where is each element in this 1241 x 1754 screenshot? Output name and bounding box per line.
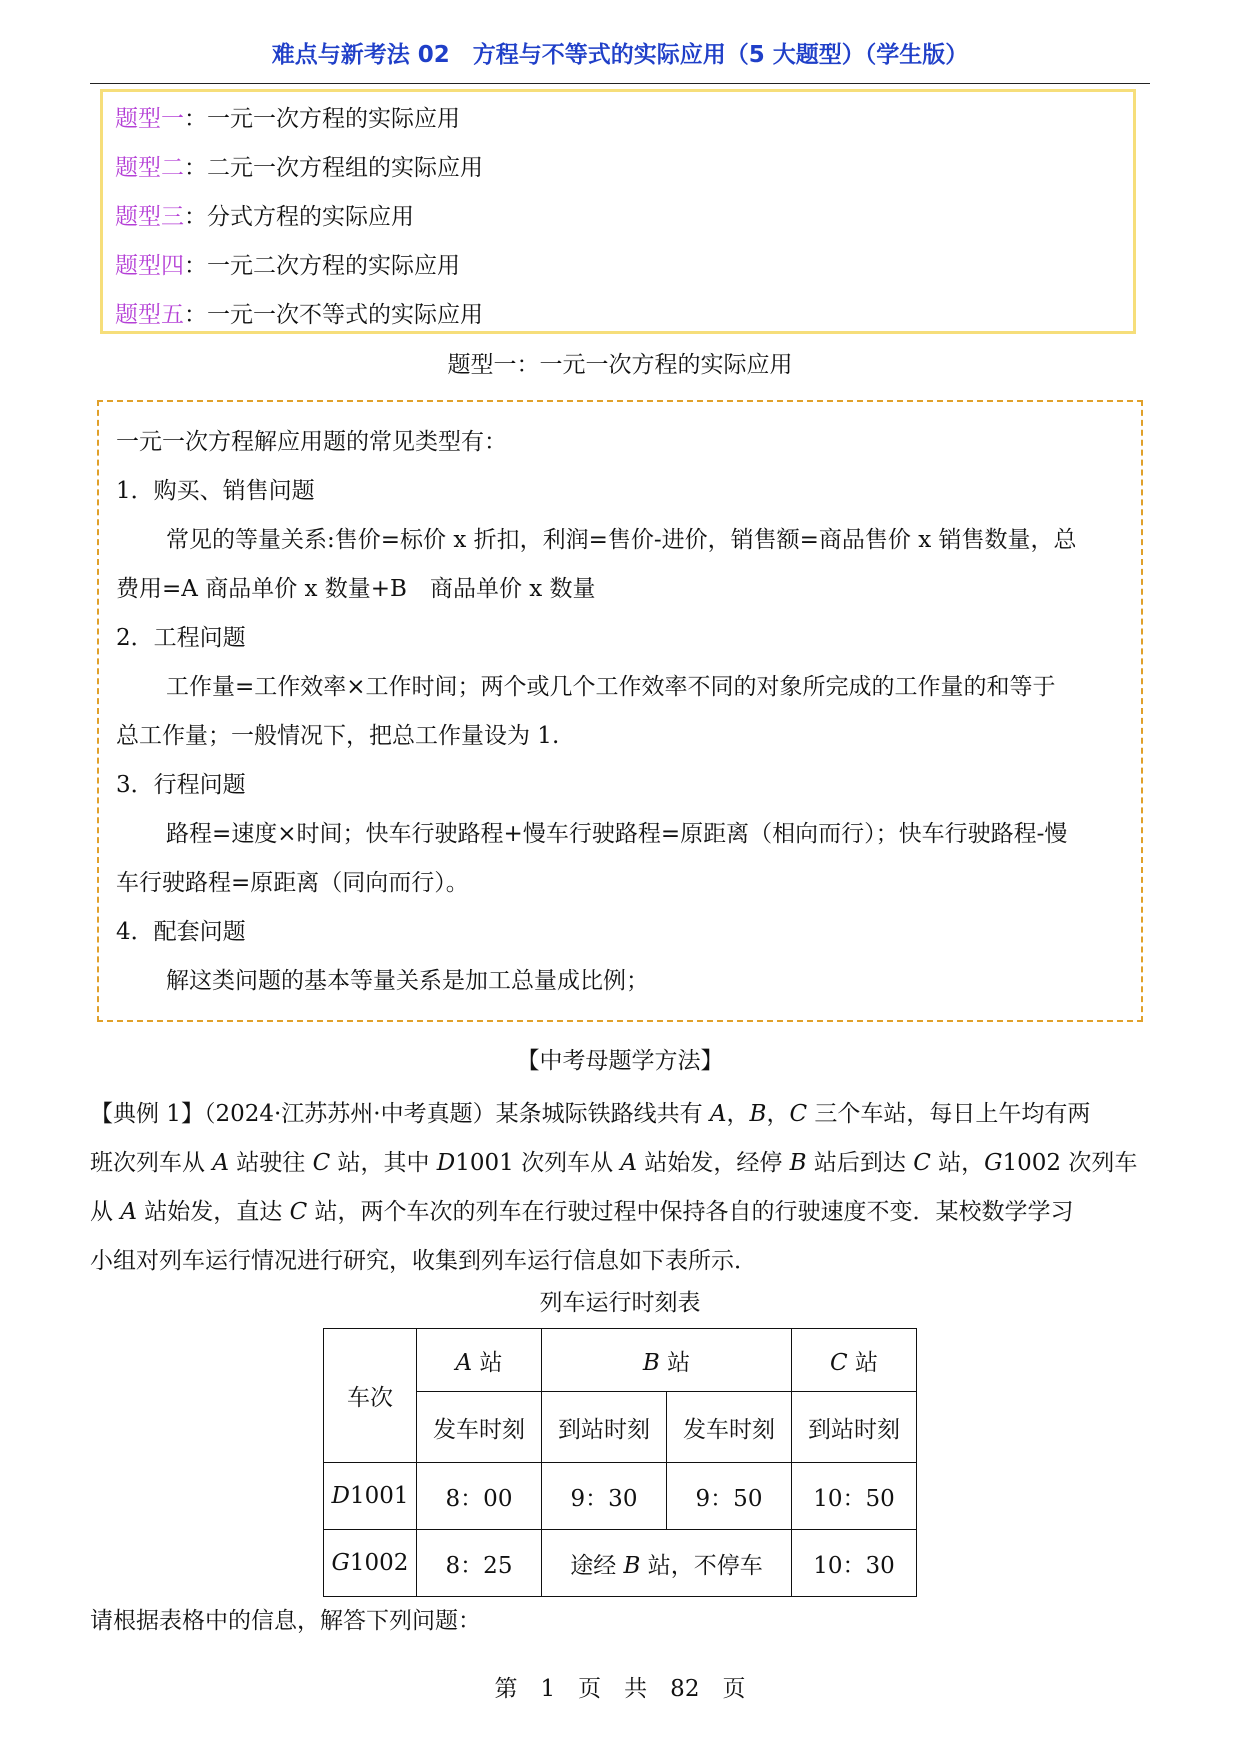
toc-label: 题型四 [115, 253, 184, 279]
train-number: 1001 [349, 1483, 409, 1509]
via-text: 途经 [570, 1552, 617, 1579]
note-paragraph: 总工作量；一般情况下，把总工作量设为 1. [116, 723, 560, 749]
punct: ， [766, 1101, 790, 1127]
station-c: C [789, 1101, 808, 1127]
example-line: 小组对列车运行情况进行研究，收集到列车运行信息如下表所示． [90, 1248, 757, 1274]
example-source: （2024·江苏苏州·中考真题）某条城际铁路线共有 [203, 1101, 703, 1127]
station-a: A [120, 1199, 137, 1225]
station-a: A [212, 1150, 229, 1176]
train-id-cell [324, 1463, 417, 1530]
note-heading-2: 2．工程问题 [116, 625, 246, 651]
question-prompt: 请根据表格中的信息，解答下列问题： [90, 1608, 481, 1634]
header-arrive: 到站时刻 [542, 1392, 667, 1463]
non-stop-cell [542, 1530, 792, 1597]
page-footer: 第 1 页 共 82 页 [494, 1676, 746, 1702]
note-heading-4: 4．配套问题 [116, 919, 246, 945]
station-letter: A [455, 1349, 473, 1376]
note-paragraph: 车行驶路程=原距离（同向而行）。 [116, 870, 469, 896]
station-c: C [913, 1150, 931, 1176]
station-letter: C [830, 1349, 848, 1376]
note-heading-3: 3．行程问题 [116, 772, 246, 798]
example-text: 班次列车从 [90, 1150, 205, 1176]
punct: ， [726, 1101, 750, 1127]
time-cell: 10：50 [792, 1463, 917, 1530]
station-b: B [789, 1150, 807, 1176]
train-g-prefix: G [984, 1150, 1003, 1176]
station-label: 站 [667, 1349, 691, 1376]
train-number: 1002 [349, 1550, 409, 1576]
train-prefix: G [331, 1550, 350, 1576]
station-letter: B [623, 1552, 641, 1579]
example-text: 三个车站，每日上午均有两 [814, 1101, 1091, 1127]
toc-label: 题型一 [115, 106, 184, 132]
header-station-c [792, 1329, 917, 1392]
example-text: 站驶往 [236, 1150, 306, 1176]
example-line [90, 1139, 1150, 1188]
example-text: 站始发，直达 [144, 1199, 283, 1225]
note-paragraph: 路程=速度×时间；快车行驶路程+慢车行驶路程=原距离（相向而行）；快车行驶路程-慢 [166, 821, 1068, 847]
station-label: 站 [479, 1349, 503, 1376]
toc-text: ：一元一次方程的实际应用 [184, 106, 460, 132]
via-text: 站，不停车 [647, 1552, 763, 1579]
station-a: A [620, 1150, 638, 1176]
example-text: 次列车从 [521, 1150, 614, 1176]
station-c: C [289, 1199, 308, 1225]
note-paragraph: 解这类问题的基本等量关系是加工总量成比例； [166, 968, 649, 994]
header-depart: 发车时刻 [667, 1392, 792, 1463]
toc-text: ：一元一次不等式的实际应用 [184, 302, 483, 328]
toc-text: ：分式方程的实际应用 [184, 204, 414, 230]
note-paragraph: 费用=A 商品单价 x 数量+B 商品单价 x 数量 [116, 576, 596, 602]
time-cell: 8：00 [417, 1463, 542, 1530]
header-station-a [417, 1329, 542, 1392]
example-problem [90, 1090, 1150, 1286]
time-cell: 9：30 [542, 1463, 667, 1530]
toc-text: ：一元二次方程的实际应用 [184, 253, 460, 279]
train-prefix: D [331, 1483, 350, 1509]
header-arrive: 到站时刻 [792, 1392, 917, 1463]
toc-item-4 [115, 249, 1133, 298]
station-letter: B [642, 1349, 660, 1376]
example-text: 站， [938, 1150, 985, 1176]
toc-item-2 [115, 151, 1133, 200]
train-g-number: 1002 [1002, 1150, 1062, 1176]
knowledge-box [97, 400, 1143, 1022]
toc-item-3 [115, 200, 1133, 249]
toc-label: 题型三 [115, 204, 184, 230]
header-station-b [542, 1329, 792, 1392]
table-caption: 列车运行时刻表 [539, 1290, 701, 1316]
question-type-list [100, 89, 1136, 334]
station-label: 站 [854, 1349, 878, 1376]
example-text: 站后到达 [813, 1150, 906, 1176]
note-paragraph: 常见的等量关系:售价=标价 x 折扣，利润=售价-进价，销售额=商品售价 x 销售数量，总 [166, 527, 1077, 553]
header-depart: 发车时刻 [417, 1392, 542, 1463]
section-title: 题型一：一元一次方程的实际应用 [447, 352, 793, 378]
toc-label: 题型五 [115, 302, 184, 328]
train-schedule-table [323, 1328, 917, 1597]
toc-item-5 [115, 298, 1133, 347]
time-cell: 9：50 [667, 1463, 792, 1530]
time-cell: 10：30 [792, 1530, 917, 1597]
time-cell: 8：25 [417, 1530, 542, 1597]
toc-label: 题型二 [115, 155, 184, 181]
example-section-heading: 【中考母题学方法】 [516, 1048, 724, 1074]
train-d-prefix: D [436, 1150, 456, 1176]
station-b: B [749, 1101, 767, 1127]
header-train: 车次 [324, 1329, 417, 1463]
example-text: 站始发，经停 [644, 1150, 783, 1176]
example-line [90, 1188, 1150, 1237]
toc-item-1 [115, 102, 1133, 151]
train-d-number: 1001 [455, 1150, 514, 1176]
example-text: 站，两个车次的列车在行驶过程中保持各自的行驶速度不变．某校数学学习 [314, 1199, 1074, 1225]
example-tag: 【典例 1】 [90, 1101, 204, 1127]
station-a: A [709, 1101, 727, 1127]
note-heading-1: 1．购买、销售问题 [116, 478, 315, 504]
train-id-cell [324, 1530, 417, 1597]
page-header-title: 难点与新考法 02 方程与不等式的实际应用（5 大题型）（学生版） [271, 42, 969, 68]
example-text: 从 [90, 1199, 113, 1225]
example-line [90, 1090, 1150, 1139]
toc-text: ：二元一次方程组的实际应用 [184, 155, 483, 181]
table-row [324, 1463, 917, 1530]
note-paragraph: 工作量=工作效率×工作时间；两个或几个工作效率不同的对象所完成的工作量的和等于 [166, 674, 1056, 700]
header-divider [90, 83, 1150, 84]
table-row [324, 1530, 917, 1597]
station-c: C [312, 1150, 331, 1176]
example-text: 次列车 [1068, 1150, 1138, 1176]
note-intro: 一元一次方程解应用题的常见类型有： [116, 429, 507, 455]
example-text: 站，其中 [337, 1150, 430, 1176]
